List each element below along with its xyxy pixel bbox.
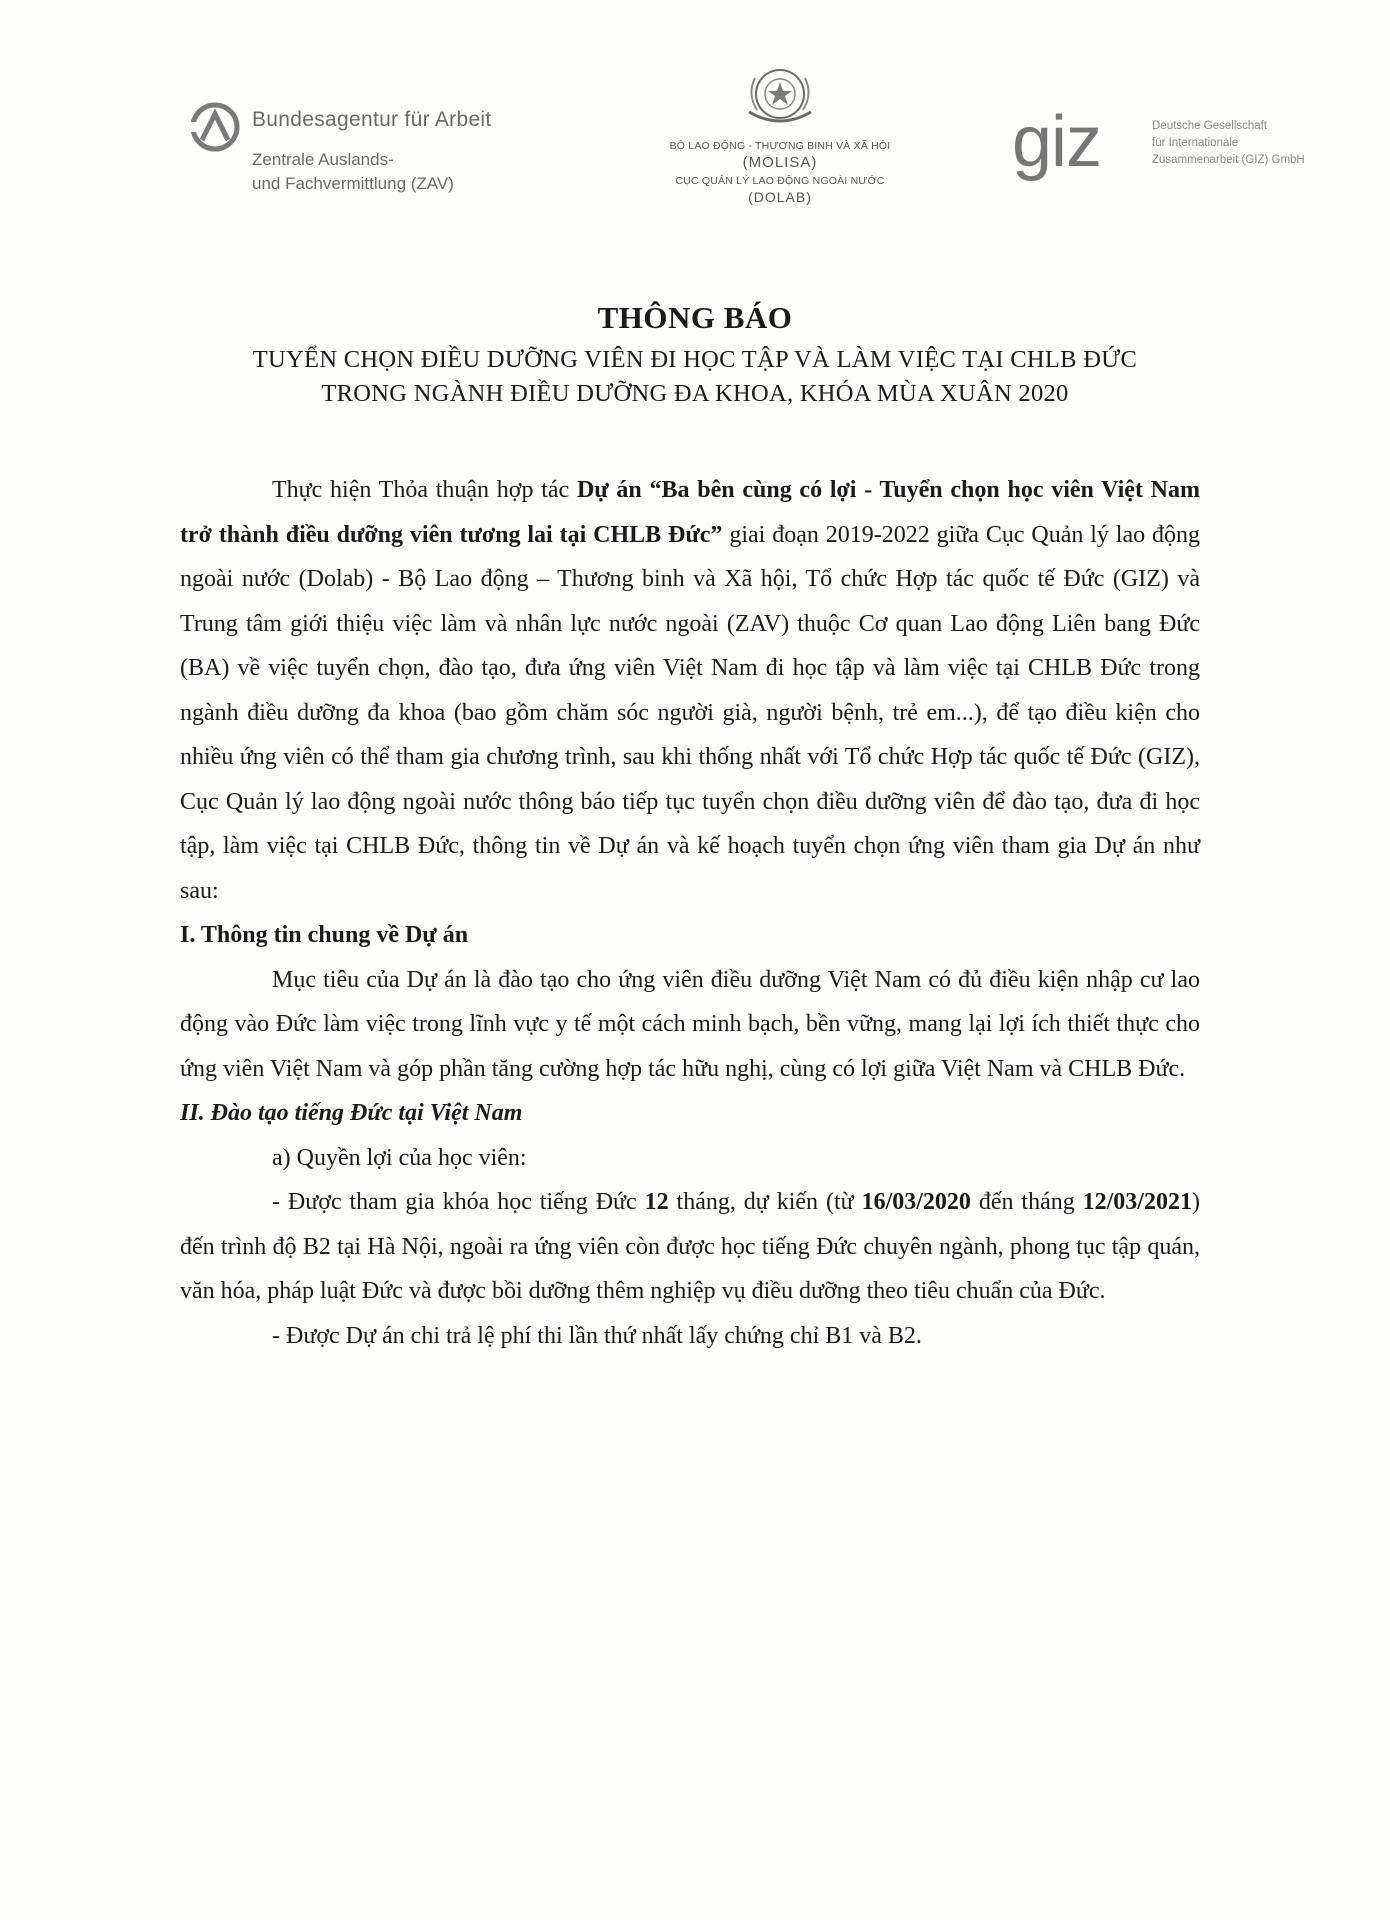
molisa-line-4: (DOLAB) — [748, 189, 812, 205]
subtitle-line-1: TUYỂN CHỌN ĐIỀU DƯỠNG VIÊN ĐI HỌC TẬP VÀ LÀM VIỆC TẠI CHLB ĐỨC — [252, 346, 1138, 373]
ba-logo-icon — [188, 100, 242, 154]
giz-logo: giz — [1012, 102, 1102, 182]
molisa-header — [640, 64, 920, 205]
giz-line-2: für Internationale — [1152, 137, 1239, 149]
document-body — [180, 468, 1200, 1358]
document-subtitle — [0, 343, 1390, 411]
subtitle-line-2: TRONG NGÀNH ĐIỀU DƯỠNG ĐA KHOA, KHÓA MÙA XUÂN 2020 — [321, 380, 1069, 407]
section-2-bullet-2: - Được Dự án chi trả lệ phí thi lần thứ nhất lấy chứng chỉ B1 và B2. — [272, 1322, 922, 1349]
bullet-1-end-date: 12/03/2021 — [1082, 1189, 1192, 1215]
molisa-line-1: BỘ LAO ĐỘNG - THƯƠNG BINH VÀ XÃ HỘI — [669, 140, 891, 152]
bullet-1-text-c: đến tháng — [970, 1189, 1083, 1215]
molisa-line-2: (MOLISA) — [742, 154, 818, 171]
bullet-1-text-b: tháng, dự kiến (từ — [668, 1189, 862, 1215]
project-name: Dự án “Ba bên cùng có lợi - Tuyển chọn học viên Việt Nam trở thành điều dưỡng viên tương lai tại CHLB Đức” — [180, 477, 1200, 548]
ba-line-2: und Fachvermittlung (ZAV) — [252, 174, 454, 193]
giz-line-3: Zusammenarbeit (GIZ) GmbH — [1152, 154, 1305, 166]
document-title: THÔNG BÁO — [597, 300, 793, 335]
bullet-1-start-date: 16/03/2020 — [861, 1189, 971, 1215]
giz-line-1: Deutsche Gesellschaft — [1152, 120, 1268, 132]
intro-text-a: Thực hiện Thỏa thuận hợp tác — [272, 477, 577, 503]
section-2-bullet-1 — [180, 1180, 1200, 1314]
section-2-subheading-a: a) Quyền lợi của học viên: — [272, 1144, 527, 1171]
bullet-1-months: 12 — [644, 1189, 669, 1215]
section-2-heading: II. Đào tạo tiếng Đức tại Việt Nam — [180, 1100, 523, 1126]
ba-line-1: Zentrale Auslands- — [252, 150, 394, 169]
section-1-paragraph: Mục tiêu của Dự án là đào tạo cho ứng viên điều dưỡng Việt Nam có đủ điều kiện nhập cư lao động vào Đức làm việc trong lĩnh vực y tế một cách minh bạch, bền vững, mang lại lợi ích thiết thực cho ứng viên Việt Nam và góp phần tăng cường hợp tác hữu nghị, cùng có lợi giữa Việt Nam và CHLB Đức. — [180, 966, 1200, 1082]
bullet-1-text-a: - Được tham gia khóa học tiếng Đức — [272, 1189, 645, 1215]
intro-paragraph — [180, 468, 1200, 913]
ba-org-name: Bundesagentur für Arbeit — [252, 108, 492, 131]
intro-text-b: giai đoạn 2019-2022 giữa Cục Quản lý lao động ngoài nước (Dolab) - Bộ Lao động – Thương binh và Xã hội, Tổ chức Hợp tác quốc tế Đức (GIZ) và Trung tâm giới thiệu việc làm và nhân lực nước ngoài (ZAV) thuộc Cơ quan Lao động Liên bang Đức (BA) về việc tuyển chọn, đào tạo, đưa ứng viên Việt Nam đi học tập và làm việc tại CHLB Đức trong ngành điều dưỡng đa khoa (bao gồm chăm sóc người già, người bệnh, trẻ em...), để tạo điều kiện cho nhiều ứng viên có thể tham gia chương trình, sau khi thống nhất với Tổ chức Hợp tác quốc tế Đức (GIZ), Cục Quản lý lao động ngoài nước thông báo tiếp tục tuyển chọn điều dưỡng viên để đào tạo, đưa đi học tập, làm việc tại CHLB Đức, thông tin về Dự án và kế hoạch tuyển chọn ứng viên tham gia Dự án như sau: — [180, 521, 1201, 904]
molisa-line-3: CỤC QUẢN LÝ LAO ĐỘNG NGOÀI NƯỚC — [675, 175, 885, 187]
section-1-heading: I. Thông tin chung về Dự án — [180, 922, 469, 948]
national-emblem-icon — [735, 64, 825, 132]
bullet-1-text-d: ) đến trình độ B2 tại Hà Nội, ngoài ra ứng viên còn được học tiếng Đức chuyên ngành, phong tục tập quán, văn hóa, pháp luật Đức và được bồi dưỡng thêm nghiệp vụ điều dưỡng theo tiêu chuẩn của Đức. — [180, 1189, 1200, 1304]
